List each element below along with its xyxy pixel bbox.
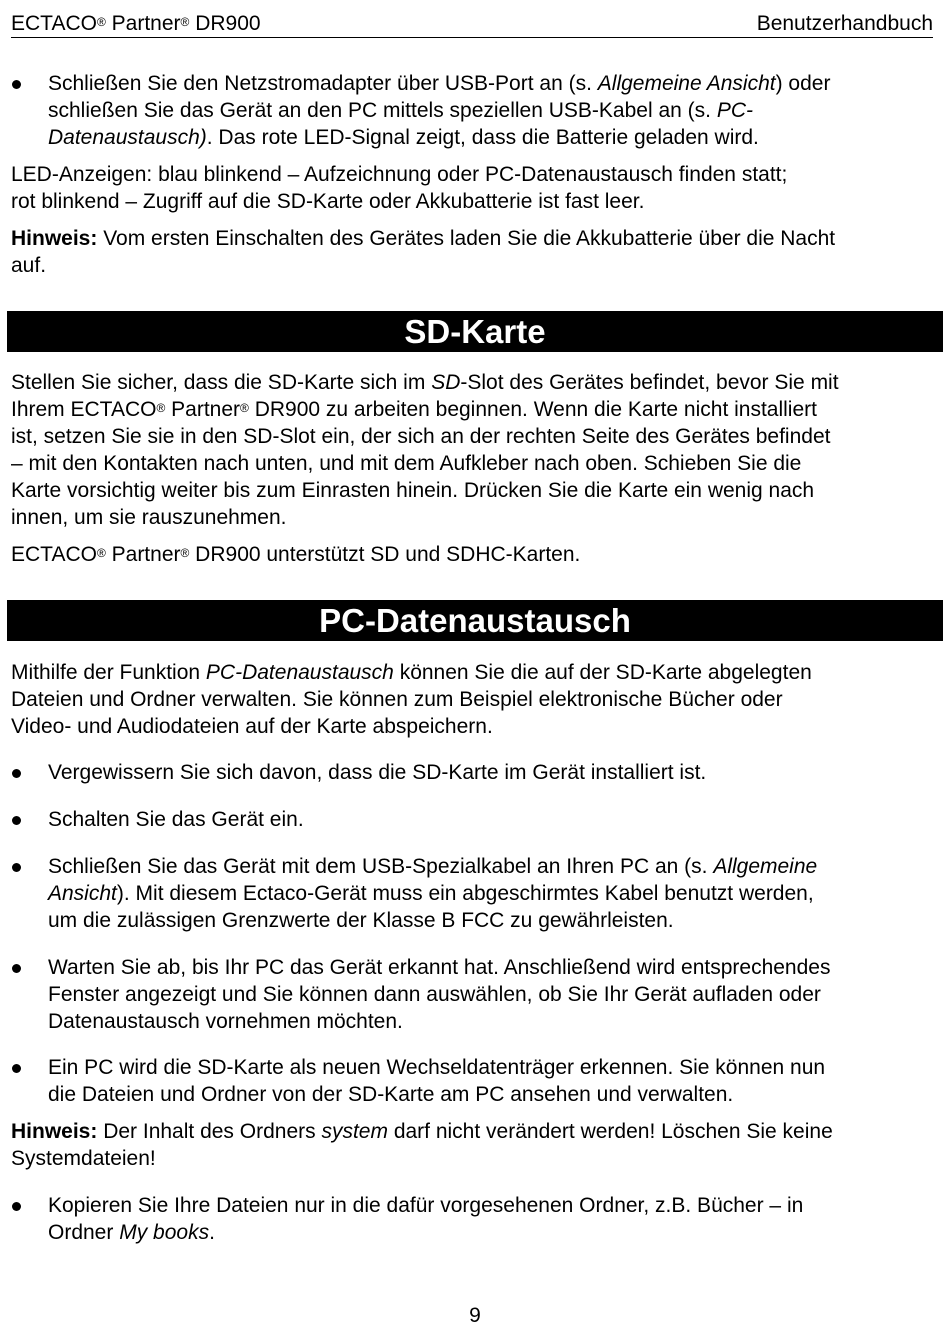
page-header [11, 10, 933, 38]
list-item: Vergewissern Sie sich davon, dass die SD-Karte im Gerät installiert ist. [48, 761, 707, 784]
bullet-icon [12, 769, 21, 778]
list-item: Kopieren Sie Ihre Dateien nur in die dafür vorgesehenen Ordner, z.B. Bücher – in [48, 1194, 804, 1217]
list-item-cont: Ansicht). Mit diesem Ectaco-Gerät muss ein abgeschirmtes Kabel benutzt werden, [48, 882, 814, 905]
list-item: Warten Sie ab, bis Ihr PC das Gerät erkannt hat. Anschließend wird entsprechendes [48, 956, 831, 979]
page-number: 9 [469, 1304, 481, 1327]
text-line: Schließen Sie den Netzstromadapter über USB-Port an (s. Allgemeine Ansicht) oder [48, 72, 831, 95]
list-item-cont: Datenaustausch vornehmen möchten. [48, 1010, 403, 1033]
section-title-pc-datenaustausch: PC-Datenaustausch [7, 600, 943, 641]
list-item: Schalten Sie das Gerät ein. [48, 808, 304, 831]
note-line: Hinweis: Vom ersten Einschalten des Gerätes laden Sie die Akkubatterie über die Nacht [11, 227, 836, 250]
text-line: LED-Anzeigen: blau blinkend – Aufzeichnung oder PC-Datenaustausch finden statt; [11, 163, 788, 186]
list-item-cont: um die zulässigen Grenzwerte der Klasse B FCC zu gewährleisten. [48, 909, 674, 932]
bullet-icon [12, 80, 21, 89]
bullet-icon [12, 964, 21, 973]
reg-mark: ® [96, 15, 106, 29]
text-line: Mithilfe der Funktion PC-Datenaustausch können Sie die auf der SD-Karte abgelegten [11, 661, 812, 684]
text-line: Video- und Audiodateien auf der Karte abspeichern. [11, 715, 493, 738]
text-line: Dateien und Ordner verwalten. Sie können zum Beispiel elektronische Bücher oder [11, 688, 783, 711]
note-line: Hinweis: Der Inhalt des Ordners system darf nicht verändert werden! Löschen Sie keine [11, 1120, 833, 1143]
header-product [11, 10, 261, 37]
text-line: ist, setzen Sie sie in den SD-Slot ein, der sich an der rechten Seite des Gerätes befindet [11, 425, 831, 448]
text-line: – mit den Kontakten nach unten, und mit dem Aufkleber nach oben. Schieben Sie die [11, 452, 802, 475]
header-doc-title: Benutzerhandbuch [756, 12, 933, 35]
text-line: innen, um sie rauszunehmen. [11, 506, 287, 529]
bullet-icon [12, 863, 21, 872]
list-item-cont: Ordner My books. [48, 1221, 215, 1244]
list-item: Ein PC wird die SD-Karte als neuen Wechseldatenträger erkennen. Sie können nun [48, 1056, 826, 1079]
text-line: Karte vorsichtig weiter bis zum Einrasten hinein. Drücken Sie die Karte ein wenig nach [11, 479, 815, 502]
header-brand: ECTACO [11, 12, 97, 35]
bullet-icon [12, 1202, 21, 1211]
text-line: Systemdateien! [11, 1147, 156, 1170]
reg-mark: ® [180, 15, 190, 29]
list-item: Schließen Sie das Gerät mit dem USB-Spezialkabel an Ihren PC an (s. Allgemeine [48, 855, 818, 878]
section-title-sd-karte: SD-Karte [7, 311, 943, 352]
text-line: schließen Sie das Gerät an den PC mittels speziellen USB-Kabel an (s. PC- [48, 99, 753, 122]
text-line: Ihrem ECTACO® Partner® DR900 zu arbeiten beginnen. Wenn die Karte nicht installiert [11, 398, 817, 421]
list-item-cont: Fenster angezeigt und Sie können dann auswählen, ob Sie Ihr Gerät aufladen oder [48, 983, 821, 1006]
header-model: DR900 [195, 12, 261, 35]
text-line: Datenaustausch). Das rote LED-Signal zeigt, dass die Batterie geladen wird. [48, 126, 759, 149]
note-label: Hinweis: [11, 1120, 98, 1143]
bullet-icon [12, 816, 21, 825]
list-item-cont: die Dateien und Ordner von der SD-Karte am PC ansehen und verwalten. [48, 1083, 734, 1106]
text-line: ECTACO® Partner® DR900 unterstützt SD und SDHC-Karten. [11, 543, 581, 566]
text-line: auf. [11, 254, 47, 277]
header-product-name: Partner [111, 12, 181, 35]
text-line: rot blinkend – Zugriff auf die SD-Karte oder Akkubatterie ist fast leer. [11, 190, 645, 213]
note-label: Hinweis: [11, 227, 98, 250]
bullet-icon [12, 1064, 21, 1073]
text-line: Stellen Sie sicher, dass die SD-Karte sich im SD-Slot des Gerätes befindet, bevor Sie mit [11, 371, 839, 394]
